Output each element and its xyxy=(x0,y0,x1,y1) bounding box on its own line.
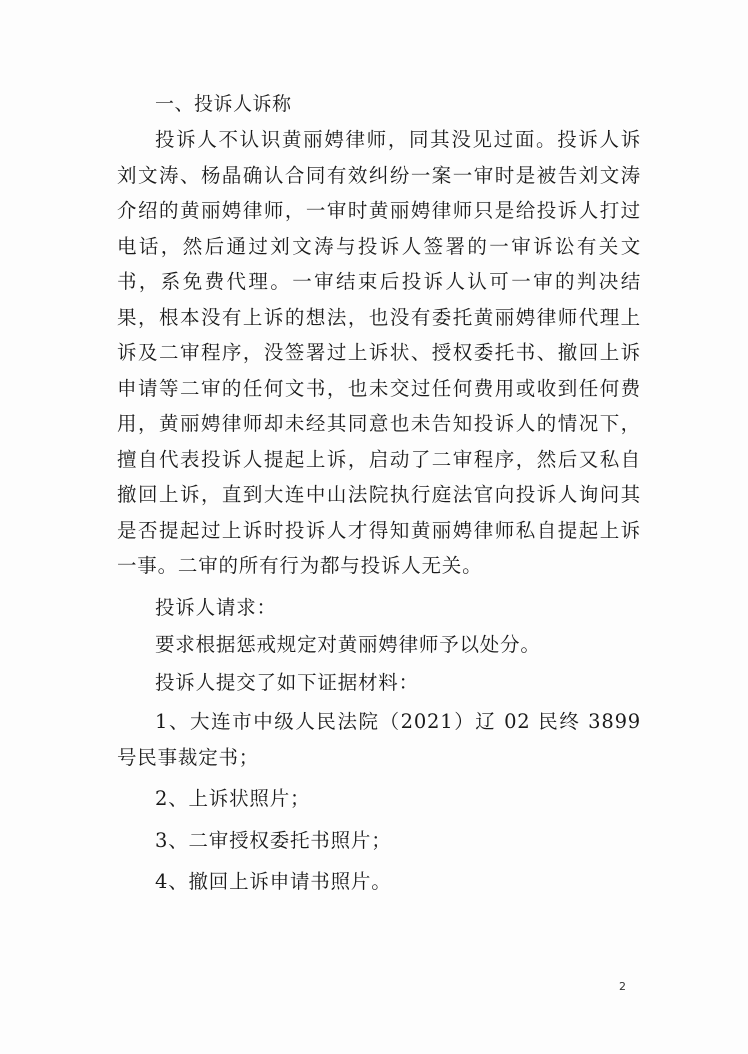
evidence-item-2: 2、上诉状照片； xyxy=(155,787,311,810)
evidence-item-1: 1、大连市中级人民法院（2021）辽 02 民终 3899 号民事裁定书； xyxy=(117,710,641,769)
page-number: 2 xyxy=(619,980,626,993)
complaint-paragraph: 投诉人不认识黄丽娉律师，同其没见过面。投诉人诉刘文涛、杨晶确认合同有效纠纷一案一审时是被告刘文涛介绍的黄丽娉律师，一审时黄丽娉律师只是给投诉人打过电话，然后通过刘文涛与投诉人签署的一审诉讼有关文书，系免费代理。一审结束后投诉人认可一审的判决结果，根本没有上诉的想法，也没有委托黄丽娉律师代理上诉及二审程序，没签署过上诉状、授权委托书、撤回上诉申请等二审的任何文书，也未交过任何费用或收到任何费用，黄丽娉律师却未经其同意也未告知投诉人的情况下，擅自代表投诉人提起上诉，启动了二审程序，然后又私自撤回上诉，直到大连中山法院执行庭法官向投诉人询问其是否提起过上诉时投诉人才得知黄丽娉律师私自提起上诉一事。二审的所有行为都与投诉人无关。 xyxy=(117,128,641,577)
page-content xyxy=(117,89,641,900)
request-label: 投诉人请求： xyxy=(155,595,277,619)
evidence-label: 投诉人提交了如下证据材料： xyxy=(155,670,419,694)
evidence-item-3: 3、二审授权委托书照片； xyxy=(155,828,392,852)
evidence-item-4: 4、撤回上诉申请书照片。 xyxy=(155,870,392,893)
section-heading: 一、投诉人诉称 xyxy=(155,93,292,115)
request-text: 要求根据惩戒规定对黄丽娉律师予以处分。 xyxy=(155,633,541,656)
